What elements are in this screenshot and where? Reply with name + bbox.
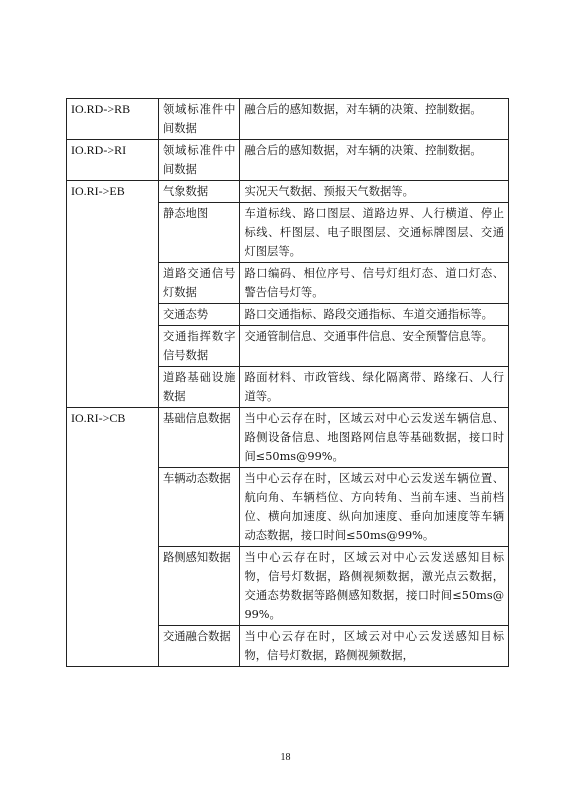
data-type-cell: 交通融合数据	[158, 626, 240, 667]
data-type-cell: 道路基础设施数据	[158, 367, 240, 408]
data-type-cell: 路侧感知数据	[158, 547, 240, 626]
table-row	[67, 181, 509, 203]
io-code-cell: IO.RD->RB	[67, 99, 159, 140]
io-code-cell: IO.RI->EB	[67, 181, 159, 408]
io-code-cell: IO.RD->RI	[67, 140, 159, 181]
description-cell: 融合后的感知数据，对车辆的决策、控制数据。	[240, 140, 509, 181]
io-code-cell: IO.RI->CB	[67, 408, 159, 667]
table-row	[67, 99, 509, 140]
description-cell: 路面材料、市政管线、绿化隔离带、路缘石、人行道等。	[240, 367, 509, 408]
data-type-cell: 领域标准件中间数据	[158, 140, 240, 181]
table-row	[67, 140, 509, 181]
description-cell: 交通管制信息、交通事件信息、安全预警信息等。	[240, 326, 509, 367]
page-number: 18	[280, 752, 291, 763]
description-cell: 实况天气数据、预报天气数据等。	[240, 181, 509, 203]
data-type-cell: 车辆动态数据	[158, 468, 240, 547]
description-cell: 车道标线、路口图层、道路边界、人行横道、停止标线、杆图层、电子眼图层、交通标牌图层、交通灯图层等。	[240, 203, 509, 263]
description-cell: 路口交通指标、路段交通指标、车道交通指标等。	[240, 304, 509, 326]
data-type-cell: 道路交通信号灯数据	[158, 263, 240, 304]
description-cell: 当中心云存在时，区域云对中心云发送车辆位置、航向角、车辆档位、方向转角、当前车速、当前档位、横向加速度、纵向加速度、垂向加速度等车辆动态数据，接口时间≤50ms@99%。	[240, 468, 509, 547]
data-type-cell: 交通指挥数字信号数据	[158, 326, 240, 367]
description-cell: 当中心云存在时，区域云对中心云发送感知目标物，信号灯数据，路侧视频数据，	[240, 626, 509, 667]
description-cell: 融合后的感知数据，对车辆的决策、控制数据。	[240, 99, 509, 140]
description-cell: 当中心云存在时，区域云对中心云发送车辆信息、路侧设备信息、地图路网信息等基础数据，接口时间≤50ms@99%。	[240, 408, 509, 468]
data-type-cell: 领域标准件中间数据	[158, 99, 240, 140]
data-type-cell: 气象数据	[158, 181, 240, 203]
description-cell: 路口编码、相位序号、信号灯组灯态、道口灯态、警告信号灯等。	[240, 263, 509, 304]
data-type-cell: 交通态势	[158, 304, 240, 326]
table-row	[67, 408, 509, 468]
interface-table	[66, 98, 509, 667]
data-type-cell: 静态地图	[158, 203, 240, 263]
description-cell: 当中心云存在时，区域云对中心云发送感知目标物，信号灯数据，路侧视频数据，激光点云数据，交通态势数据等路侧感知数据，接口时间≤50ms@99%。	[240, 547, 509, 626]
data-type-cell: 基础信息数据	[158, 408, 240, 468]
